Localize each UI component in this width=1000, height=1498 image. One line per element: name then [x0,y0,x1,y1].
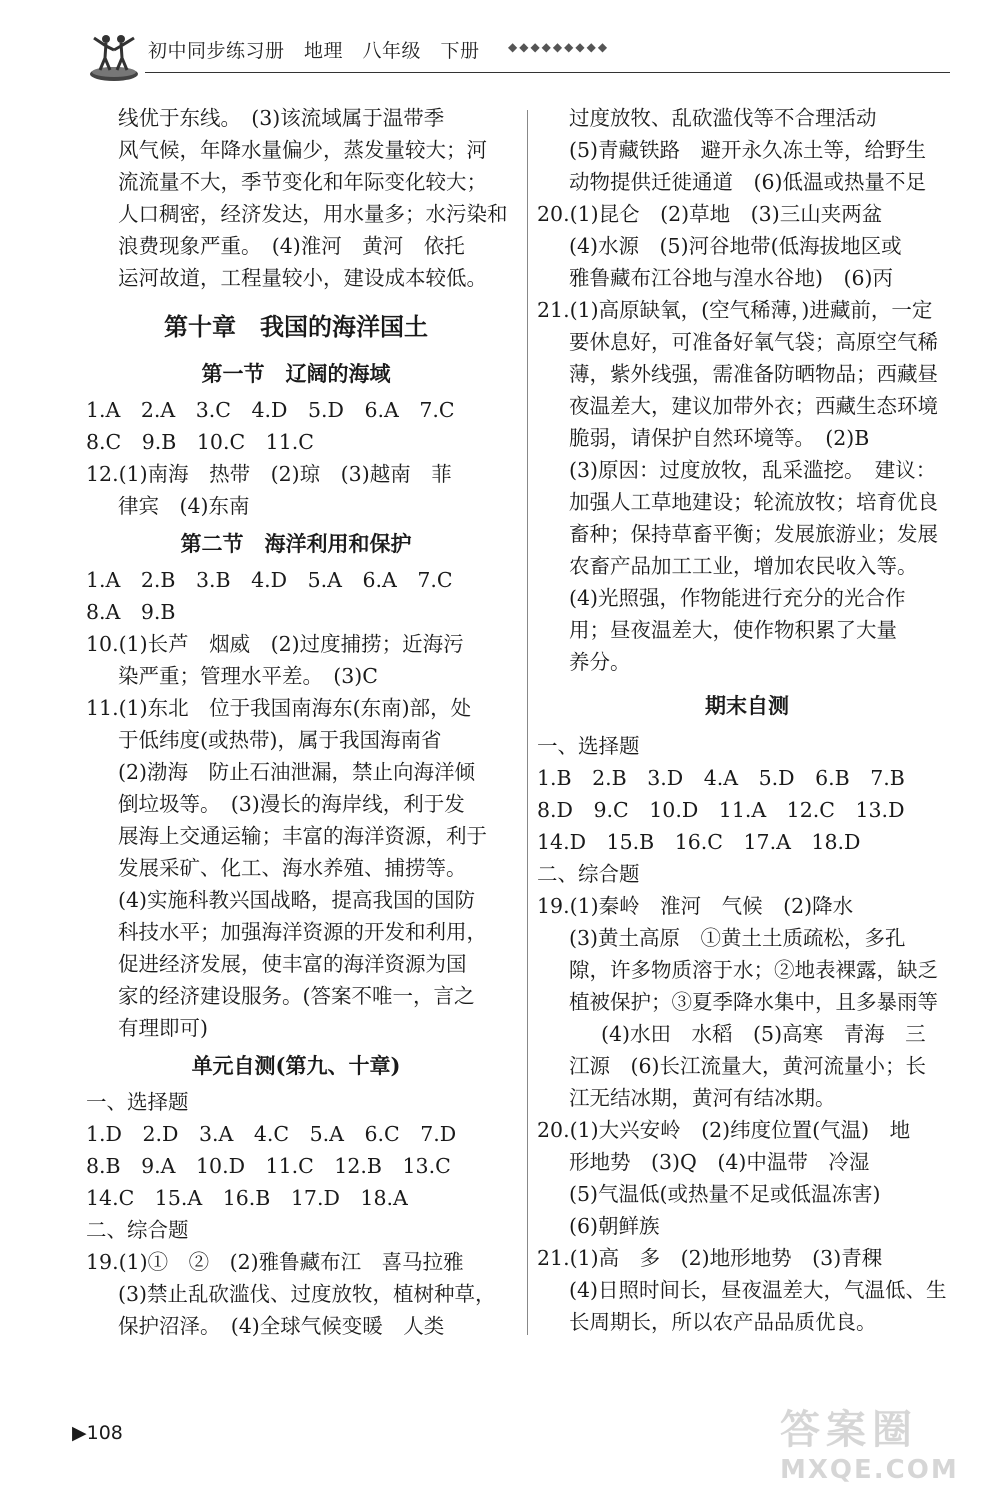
answer-line: 家的经济建设服务。(答案不唯一，言之 [118,984,475,1008]
answer-line: 要休息好，可准备好氧气袋；高原空气稀 [569,330,938,354]
page-header [80,28,950,88]
column-divider [527,110,528,1335]
answer-line: 过度放牧、乱砍滥伐等不合理活动 [569,106,877,130]
answer-line: 流流量不大，季节变化和年际变化较大； [118,170,487,194]
section-title: 第二节 海洋利用和保护 [180,531,412,556]
section-title: 期末自测 [705,693,789,718]
answer-line: 保护沼泽。 (4)全球气候变暖 人类 [118,1314,445,1338]
answer-line: 1.A 2.B 3.B 4.D 5.A 6.A 7.C [86,568,453,592]
section-title: 第一节 辽阔的海域 [201,361,391,386]
watermark-logo-text: 答案圈 [780,1407,918,1453]
answer-line: (4)水源 (5)河谷地带(低海拔地区或 [569,234,902,258]
watermark-domain: MXQE.COM [780,1455,959,1485]
answer-line: (5)气温低(或热量不足或低温冻害) [569,1182,881,1206]
answer-line: (2)渤海 防止石油泄漏，禁止向海洋倾 [118,760,476,784]
answer-line: 形地势 (3)Q (4)中温带 冷湿 [569,1150,870,1174]
answer-line: (4)日照时间长，昼夜温差大，气温低、生 [569,1278,947,1302]
answer-line: 展海上交通运输；丰富的海洋资源，利于 [118,824,487,848]
answer-line: (3)禁止乱砍滥伐、过度放牧，植树种草， [118,1282,496,1306]
answer-line: 8.D 9.C 10.D 11.A 12.C 13.D [537,798,905,822]
answer-line: 农畜产品加工工业，增加农民收入等。 [569,554,918,578]
answer-line: 脆弱，请保护自然环境等。 (2)B [569,426,870,450]
decorative-diamonds: ◆◆◆◆◆◆◆◆◆ [508,40,610,54]
answer-line: 1.B 2.B 3.D 4.A 5.D 6.B 7.B [537,766,905,790]
answer-line: 动物提供迁徙通道 (6)低温或热量不足 [569,170,927,194]
answer-line: (4)实施科教兴国战略，提高我国的国防 [118,888,476,912]
answer-line: 8.B 9.A 10.D 11.C 12.B 13.C [86,1154,451,1178]
answer-line: (3)黄土高原 ①黄土土质疏松，多孔 [569,926,906,950]
answer-line: 14.C 15.A 16.B 17.D 18.A [86,1186,408,1210]
dancers-logo-icon [88,30,140,82]
answer-line: 风气候，年降水量偏少，蒸发量较大；河 [118,138,487,162]
answer-line: 线优于东线。 (3)该流域属于温带季 [118,106,445,130]
subheading: 一、选择题 [537,734,640,758]
left-column [86,102,506,1342]
answer-line: 人口稠密，经济发达，用水量多；水污染和 [118,202,508,226]
answer-line: 21.(1)高 多 (2)地形地势 (3)青稞 [537,1246,883,1270]
answer-line: 长周期长，所以农产品品质优良。 [569,1310,877,1334]
answer-line: 植被保护；③夏季降水集中，且多暴雨等 [569,990,938,1014]
right-column [537,102,957,1338]
answer-line: 畜种；保持草畜平衡；发展旅游业；发展 [569,522,938,546]
answer-line: 20.(1)昆仑 (2)草地 (3)三山夹两盆 [537,202,883,226]
answer-line: (4)光照强，作物能进行充分的光合作 [569,586,906,610]
chapter-title: 第十章 我国的海洋国土 [164,312,428,341]
answer-line: 加强人工草地建设；轮流放牧；培育优良 [569,490,938,514]
answer-line: 1.A 2.A 3.C 4.D 5.D 6.A 7.C [86,398,455,422]
answer-line: 8.A 9.B [86,600,176,624]
answer-line: 科技水平；加强海洋资源的开发和利用， [118,920,487,944]
answer-line: 发展采矿、化工、海水养殖、捕捞等。 [118,856,467,880]
answer-line: (6)朝鲜族 [569,1214,660,1238]
subheading: 一、选择题 [86,1090,189,1114]
answer-line: 有理即可) [118,1016,208,1040]
answer-line: 11.(1)东北 位于我国南海东(东南)部，处 [86,696,472,720]
answer-line: 雅鲁藏布江谷地与湟水谷地) (6)丙 [569,266,894,290]
answer-line: 倒垃圾等。 (3)漫长的海岸线，利于发 [118,792,465,816]
answer-line: 江无结冰期，黄河有结冰期。 [569,1086,836,1110]
answer-line: 于低纬度(或热带)，属于我国海南省 [118,728,442,752]
answer-line: 12.(1)南海 热带 (2)琼 (3)越南 菲 [86,462,452,486]
answer-line: (3)原因：过度放牧，乱采滥挖。 建议： [569,458,937,482]
answer-line: 19.(1)秦岭 淮河 气候 (2)降水 [537,894,854,918]
answer-line: 运河故道，工程量较小，建设成本较低。 [118,266,487,290]
book-title: 初中同步练习册 地理 八年级 下册 [148,40,480,62]
answer-line: 律宾 (4)东南 [118,494,250,518]
answer-line: 薄，紫外线强，需准备防晒物品；西藏昼 [569,362,938,386]
answer-line: 养分。 [569,650,631,674]
subheading: 二、综合题 [537,862,640,886]
page-number: ▶108 [72,1422,123,1444]
answer-line: 夜温差大，建议加带外衣；西藏生态环境 [569,394,938,418]
answer-line: 促进经济发展，使丰富的海洋资源为国 [118,952,467,976]
answer-line: 10.(1)长芦 烟威 (2)过度捕捞；近海污 [86,632,464,656]
answer-line: 21.(1)高原缺氧，(空气稀薄，)进藏前，一定 [537,298,933,322]
header-rule [145,72,950,73]
answer-line: 隙，许多物质溶于水；②地表裸露，缺乏 [569,958,938,982]
watermark [780,1398,980,1488]
answer-line: (5)青藏铁路 避开永久冻土等，给野生 [569,138,927,162]
answer-line: 20.(1)大兴安岭 (2)纬度位置(气温) 地 [537,1118,911,1142]
answer-line: 8.C 9.B 10.C 11.C [86,430,314,454]
answer-line: 19.(1)① ② (2)雅鲁藏布江 喜马拉雅 [86,1250,464,1274]
answer-line: 14.D 15.B 16.C 17.A 18.D [537,830,861,854]
answer-line: 用；昼夜温差大，使作物积累了大量 [569,618,897,642]
answer-line: (4)水田 水稻 (5)高寒 青海 三 [601,1022,926,1046]
answer-line: 染严重；管理水平差。 (3)C [118,664,378,688]
subheading: 二、综合题 [86,1218,189,1242]
answer-line: 1.D 2.D 3.A 4.C 5.A 6.C 7.D [86,1122,457,1146]
answer-line: 江源 (6)长江流量大，黄河流量小；长 [569,1054,927,1078]
section-title: 单元自测(第九、十章) [191,1053,401,1078]
answer-line: 浪费现象严重。 (4)淮河 黄河 依托 [118,234,465,258]
